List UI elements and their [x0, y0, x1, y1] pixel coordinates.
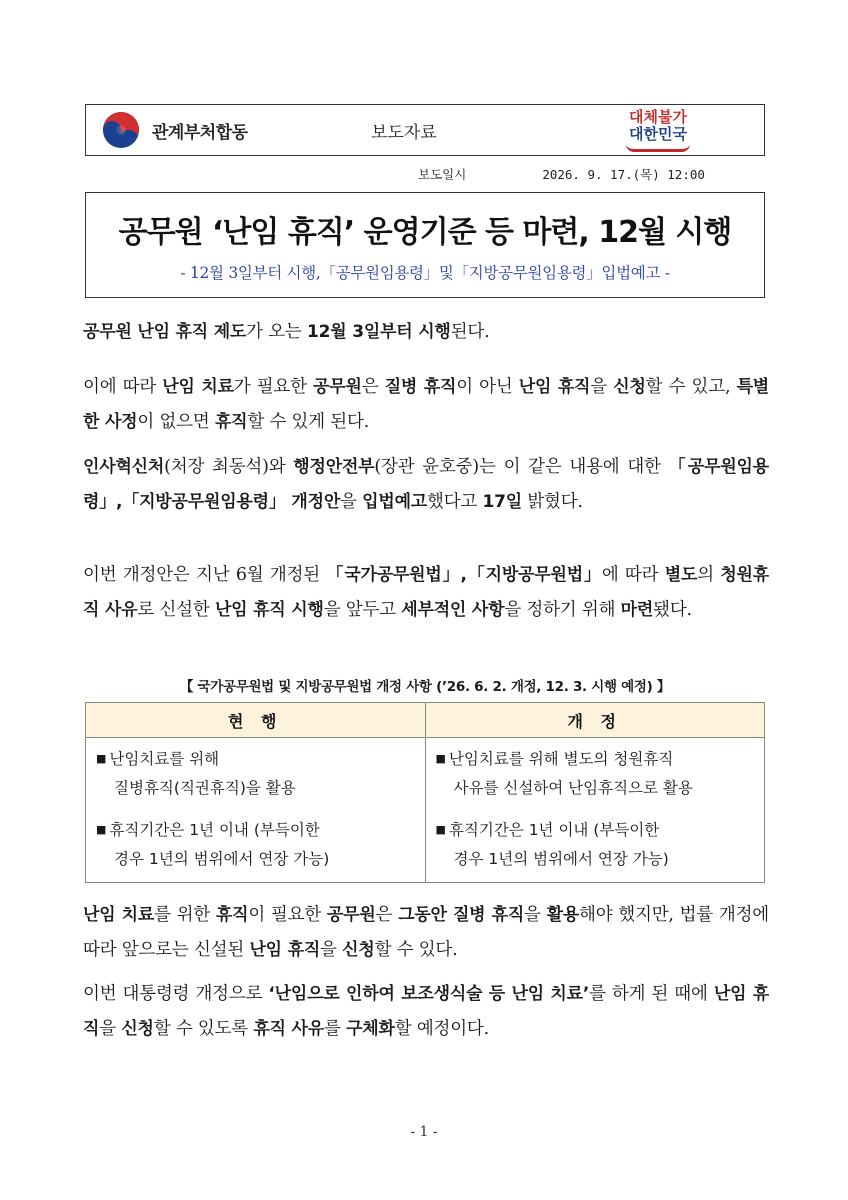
emphasis-text: 신청	[342, 940, 375, 960]
current-item-2-line-1: 휴직기간은 1년 이내 (부득이한	[109, 821, 320, 839]
revised-item-2-line-2: 경우 1년의 범위에서 연장 가능)	[453, 850, 669, 868]
body-text: 이 필요한	[248, 905, 327, 925]
body-text: 이에 따라	[83, 377, 163, 397]
body-text: 를 위한	[154, 905, 216, 925]
emphasis-text: ‘난임으로 인하여 보조생식술 등 난임 치료’	[268, 984, 590, 1004]
emphasis-text: 난임 휴직	[83, 984, 769, 1039]
body-text: 했다고	[427, 492, 483, 512]
current-cell	[86, 738, 426, 883]
body-text: 해야 했지만, 법률 개정에 따라 앞으로는 신설된	[83, 905, 769, 960]
emphasis-text: 활용	[546, 905, 580, 925]
emphasis-text: 난임 휴직	[249, 940, 321, 960]
emphasis-text: 인사혁신처	[83, 457, 165, 477]
body-text: 이번 개정안은 지난 6월 개정된	[83, 565, 327, 585]
body-text: 밝혔다.	[521, 492, 583, 512]
body-text: 을	[590, 377, 614, 397]
body-text: 에 따라	[601, 565, 665, 585]
emphasis-text: 난임 휴직 시행	[214, 600, 324, 620]
emphasis-text: 입법예고	[362, 492, 428, 512]
emphasis-text: 신청	[613, 377, 646, 397]
body-text: (처장 최동석)와	[164, 457, 294, 477]
body-text: 을	[99, 1019, 122, 1039]
comparison-table	[85, 702, 765, 883]
emphasis-text: 특별한 사정	[83, 377, 770, 432]
document-type-label: 보도자료	[371, 123, 437, 143]
emphasis-text: 세부적인 사항	[401, 600, 505, 620]
emphasis-text: 난임 치료	[162, 377, 234, 397]
revised-item-1-line-2: 사유를 신설하여 난임휴직으로 활용	[453, 779, 693, 797]
table-caption: 【 국가공무원법 및 지방공무원법 개정 사항 (’26. 6. 2. 개정, 12. 3. 시행 예정) 】	[179, 679, 671, 695]
body-text: 을	[320, 940, 343, 960]
body-text: 할 수 있게 된다.	[247, 412, 370, 432]
emphasis-text: 난임 치료	[83, 905, 155, 925]
body-text: 이 없으면	[137, 412, 215, 432]
current-item-1-line-1: 난임치료를 위해	[109, 750, 220, 768]
square-bullet-icon: ■	[96, 823, 107, 836]
emphasis-text: 「국가공무원법」,「지방공무원법」	[326, 565, 602, 585]
emphasis-text: 청원휴직 사유	[83, 565, 769, 620]
body-text: 된다.	[450, 322, 490, 342]
emphasis-text: 행정안전부	[293, 457, 375, 477]
revised-item-2	[436, 815, 755, 874]
release-date-value: 2026. 9. 17.(목) 12:00	[542, 167, 705, 182]
body-text: 할 예정이다.	[394, 1019, 490, 1039]
emphasis-text: 「공무원임용령」,「지방공무원임용령」 개정안	[83, 457, 769, 512]
revised-item-1	[436, 744, 755, 803]
body-text: 가 필요한	[233, 377, 314, 397]
body-text: 됐다.	[653, 600, 692, 620]
revised-item-1-line-1: 난임치료를 위해 별도의 청원휴직	[448, 750, 674, 768]
emphasis-text: 공무원	[326, 905, 376, 925]
paragraph-3	[83, 450, 769, 520]
emphasis-text: 별도	[664, 565, 698, 585]
body-text: 가 오는	[246, 322, 307, 342]
paragraph-4	[83, 558, 769, 628]
slogan-logo	[617, 109, 699, 152]
revised-item-2-line-1: 휴직기간은 1년 이내 (부득이한	[448, 821, 660, 839]
paragraph-5	[83, 898, 769, 968]
body-text: 를 하게 된 때에	[589, 984, 714, 1004]
emphasis-text: 휴직	[214, 412, 248, 432]
column-header-current: 현 행	[86, 703, 426, 738]
emphasis-text: 신청	[121, 1019, 154, 1039]
release-date-label: 보도일시	[418, 167, 467, 182]
page-number: - 1 -	[410, 1124, 438, 1140]
paragraph-1	[83, 315, 769, 350]
current-item-1	[96, 744, 415, 803]
document-header	[85, 104, 765, 156]
release-date-row	[418, 165, 705, 183]
square-bullet-icon: ■	[435, 752, 446, 765]
emphasis-text: 그동안 질병 휴직	[398, 905, 525, 925]
main-title: 공무원 ‘난임 휴직’ 운영기준 등 마련, 12월 시행	[118, 215, 732, 250]
emphasis-text: 질병 휴직	[384, 377, 457, 397]
current-item-2	[96, 815, 415, 874]
emphasis-text: 17일	[482, 492, 522, 512]
body-text: 을 앞두고	[323, 600, 402, 620]
body-text: 할 수 있다.	[374, 940, 458, 960]
square-bullet-icon: ■	[96, 752, 107, 765]
emphasis-text: 난임 휴직	[518, 377, 591, 397]
emphasis-text: 마련	[620, 600, 654, 620]
body-text: 할 수 있도록	[153, 1019, 254, 1039]
subtitle: - 12월 3일부터 시행,「공무원임용령」및「지방공무원임용령」입법예고 -	[180, 264, 670, 282]
slogan-swoosh-icon	[626, 144, 690, 152]
emphasis-text: 공무원	[313, 377, 362, 397]
body-text: 을 정하기 위해	[504, 600, 621, 620]
emphasis-text: 공무원 난임 휴직 제도	[83, 322, 247, 342]
body-text: 은	[361, 377, 385, 397]
body-text: 의	[697, 565, 721, 585]
body-text: 로 신설한	[137, 600, 215, 620]
square-bullet-icon: ■	[435, 823, 446, 836]
body-text: 이 아닌	[456, 377, 519, 397]
slogan-line-1: 대체불가	[629, 108, 687, 126]
current-item-2-line-2: 경우 1년의 범위에서 연장 가능)	[114, 850, 330, 868]
revised-cell	[425, 738, 765, 883]
emphasis-text: 휴직	[215, 905, 249, 925]
body-text: 을	[524, 905, 547, 925]
body-text: (장관 윤호중)는 이 같은 내용에 대한	[374, 457, 669, 477]
body-text: 은	[375, 905, 399, 925]
title-box	[85, 192, 765, 298]
body-text: 을	[340, 492, 363, 512]
emphasis-text: 12월 3일부터 시행	[307, 322, 451, 342]
slogan-line-2: 대한민국	[629, 125, 687, 143]
current-item-1-line-2: 질병휴직(직권휴직)을 활용	[114, 779, 296, 797]
paragraph-2	[83, 370, 769, 440]
emphasis-text: 휴직 사유	[253, 1019, 324, 1039]
issuing-organization: 관계부처합동	[152, 123, 248, 143]
emphasis-text: 구체화	[346, 1019, 395, 1039]
body-text: 이번 대통령령 개정으로	[83, 984, 269, 1004]
paragraph-6	[83, 977, 769, 1047]
body-text: 를	[324, 1019, 347, 1039]
body-text: 할 수 있고,	[645, 377, 737, 397]
government-taegeuk-logo-icon	[102, 111, 140, 149]
column-header-revised: 개 정	[425, 703, 765, 738]
